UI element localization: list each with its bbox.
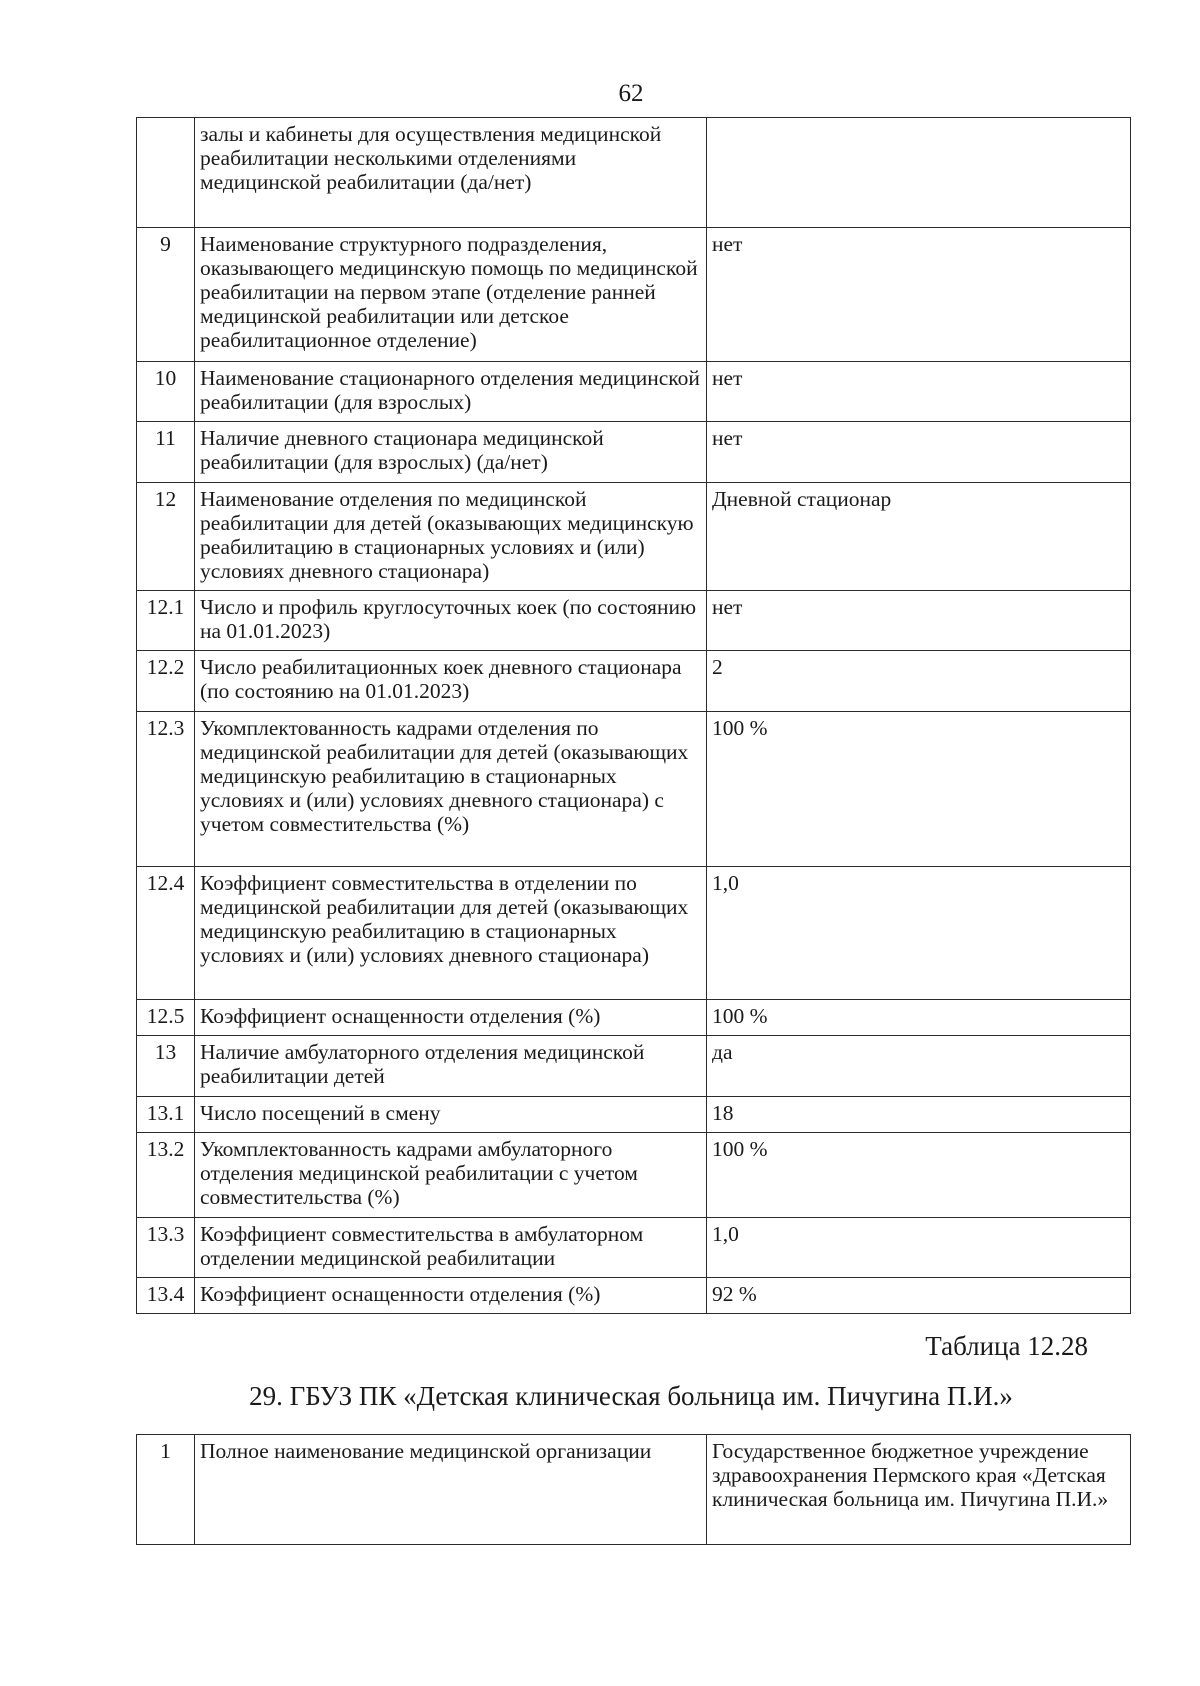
table-caption: Таблица 12.28 [925,1331,1088,1361]
row-value: нет [707,362,1131,422]
row-label: Число посещений в смену [195,1097,707,1133]
row-label: залы и кабинеты для осуществления медицинской реабилитации несколькими отделениями медицинской реабилитации (да/нет) [195,118,707,228]
row-label: Наличие амбулаторного отделения медицинской реабилитации детей [195,1036,707,1097]
row-number: 1 [137,1435,195,1545]
table-row [137,362,1131,422]
table-row [137,1000,1131,1036]
row-value: Государственное бюджетное учреждение здравоохранения Пермского края «Детская клиническая больница им. Пичугина П.И.» [707,1435,1131,1545]
row-label: Наличие дневного стационара медицинской реабилитации (для взрослых) (да/нет) [195,422,707,483]
row-number: 12.5 [137,1000,195,1036]
row-label: Число и профиль круглосуточных коек (по состоянию на 01.01.2023) [195,591,707,651]
table-row [137,651,1131,712]
row-number: 12.2 [137,651,195,712]
table-row [137,118,1131,228]
row-label: Наименование стационарного отделения медицинской реабилитации (для взрослых) [195,362,707,422]
row-label: Полное наименование медицинской организации [195,1435,707,1545]
row-value: нет [707,422,1131,483]
row-label: Укомплектованность кадрами амбулаторного отделения медицинской реабилитации с учетом совместительства (%) [195,1133,707,1218]
row-value: 1,0 [707,867,1131,1000]
row-label: Коэффициент совместительства в амбулаторном отделении медицинской реабилитации [195,1218,707,1278]
row-value: 92 % [707,1278,1131,1314]
row-number: 9 [137,228,195,362]
table-row [137,1435,1131,1545]
row-value: 2 [707,651,1131,712]
table-row [137,1278,1131,1314]
row-number: 12.3 [137,712,195,867]
table-row [137,867,1131,1000]
table-row [137,1097,1131,1133]
row-number: 11 [137,422,195,483]
organization-info-table [136,1434,1131,1545]
row-value: нет [707,591,1131,651]
row-label: Наименование структурного подразделения, оказывающего медицинскую помощь по медицинской реабилитации на первом этапе (отделение ранней медицинской реабилитации или детское реабилитационное отделение) [195,228,707,362]
row-number: 13.4 [137,1278,195,1314]
table-row [137,483,1131,591]
row-value: 100 % [707,712,1131,867]
row-label: Коэффициент оснащенности отделения (%) [195,1278,707,1314]
row-value: 18 [707,1097,1131,1133]
row-value [707,118,1131,228]
table-row [137,712,1131,867]
row-value: 100 % [707,1133,1131,1218]
rehabilitation-info-table [136,117,1131,1314]
table-row [137,1036,1131,1097]
row-number [137,118,195,228]
row-number: 12.4 [137,867,195,1000]
row-label: Коэффициент оснащенности отделения (%) [195,1000,707,1036]
row-number: 13.1 [137,1097,195,1133]
table-row [137,591,1131,651]
row-value: 100 % [707,1000,1131,1036]
page-number: 62 [618,80,644,107]
table-row [137,228,1131,362]
table-row [137,1133,1131,1218]
row-value: да [707,1036,1131,1097]
table-row [137,1218,1131,1278]
row-number: 13 [137,1036,195,1097]
row-label: Наименование отделения по медицинской реабилитации для детей (оказывающих медицинскую реабилитацию в стационарных условиях и (или) условиях дневного стационара) [195,483,707,591]
row-number: 12 [137,483,195,591]
row-value: 1,0 [707,1218,1131,1278]
row-value: Дневной стационар [707,483,1131,591]
section-title: 29. ГБУЗ ПК «Детская клиническая больница им. Пичугина П.И.» [249,1381,1013,1411]
row-number: 10 [137,362,195,422]
row-number: 13.3 [137,1218,195,1278]
table-row [137,422,1131,483]
row-value: нет [707,228,1131,362]
row-number: 13.2 [137,1133,195,1218]
row-label: Укомплектованность кадрами отделения по медицинской реабилитации для детей (оказывающих медицинскую реабилитацию в стационарных условиях и (или) условиях дневного стационара) с учетом совместительства (%) [195,712,707,867]
row-number: 12.1 [137,591,195,651]
row-label: Коэффициент совместительства в отделении по медицинской реабилитации для детей (оказывающих медицинскую реабилитацию в стационарных условиях и (или) условиях дневного стационара) [195,867,707,1000]
row-label: Число реабилитационных коек дневного стационара (по состоянию на 01.01.2023) [195,651,707,712]
